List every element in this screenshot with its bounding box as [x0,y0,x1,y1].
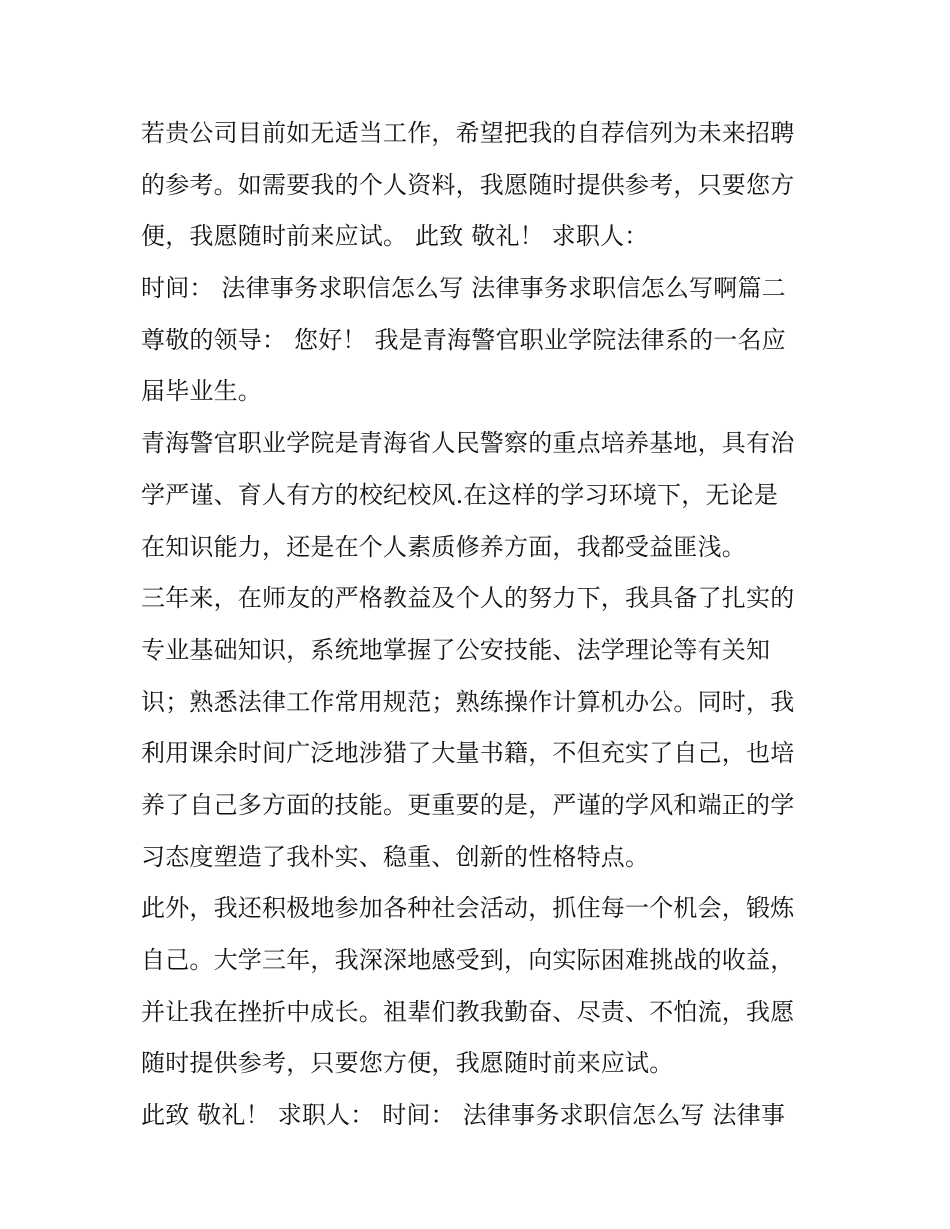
text-line: 尊敬的领导： 您好！ 我是青海警官职业学院法律系的一名应 [141,325,786,354]
text-line: 习态度塑造了我朴实、稳重、创新的性格特点。 [141,842,650,871]
text-line: 自己。大学三年，我深深地感受到，向实际困难挑战的收益， [141,946,795,974]
text-line: 青海警官职业学院是青海省人民警察的重点培养基地，具有治 [141,429,795,458]
text-line: 此致 敬礼！ 求职人： 时间： 法律事务求职信怎么写 法律事 [141,1101,786,1130]
text-line: 时间： 法律事务求职信怎么写 法律事务求职信怎么写啊篇二 [141,274,786,303]
text-line: 养了自己多方面的技能。更重要的是，严谨的学风和端正的学 [141,790,795,819]
letter-body [141,108,821,1142]
text-line: 三年来，在师友的严格教益及个人的努力下，我具备了扎实的 [141,584,795,613]
text-line: 学严谨、育人有方的校纪校风.在这样的学习环境下，无论是 [141,480,779,509]
text-line: 并让我在挫折中成长。祖辈们教我勤奋、尽责、不怕流，我愿 [141,997,795,1026]
text-line: 若贵公司目前如无适当工作，希望把我的自荐信列为未来招聘 [141,119,795,147]
text-line: 随时提供参考，只要您方便，我愿随时前来应试。 [141,1049,674,1078]
text-line: 的参考。如需要我的个人资料，我愿随时提供参考，只要您方 [141,170,795,199]
text-line: 届毕业生。 [141,377,262,406]
text-line: 此外，我还积极地参加各种社会活动，抓住每一个机会，锻炼 [141,894,795,923]
text-line: 识；熟悉法律工作常用规范；熟练操作计算机办公。同时，我 [141,687,795,716]
text-line: 专业基础知识，系统地掌握了公安技能、法学理论等有关知 [141,635,771,664]
text-line: 便，我愿随时前来应试。 此致 敬礼！ 求职人： [141,222,649,251]
text-line: 在知识能力，还是在个人素质修养方面，我都受益匪浅。 [141,532,746,561]
text-line: 利用课余时间广泛地涉猎了大量书籍，不但充实了自己，也培 [141,739,795,768]
